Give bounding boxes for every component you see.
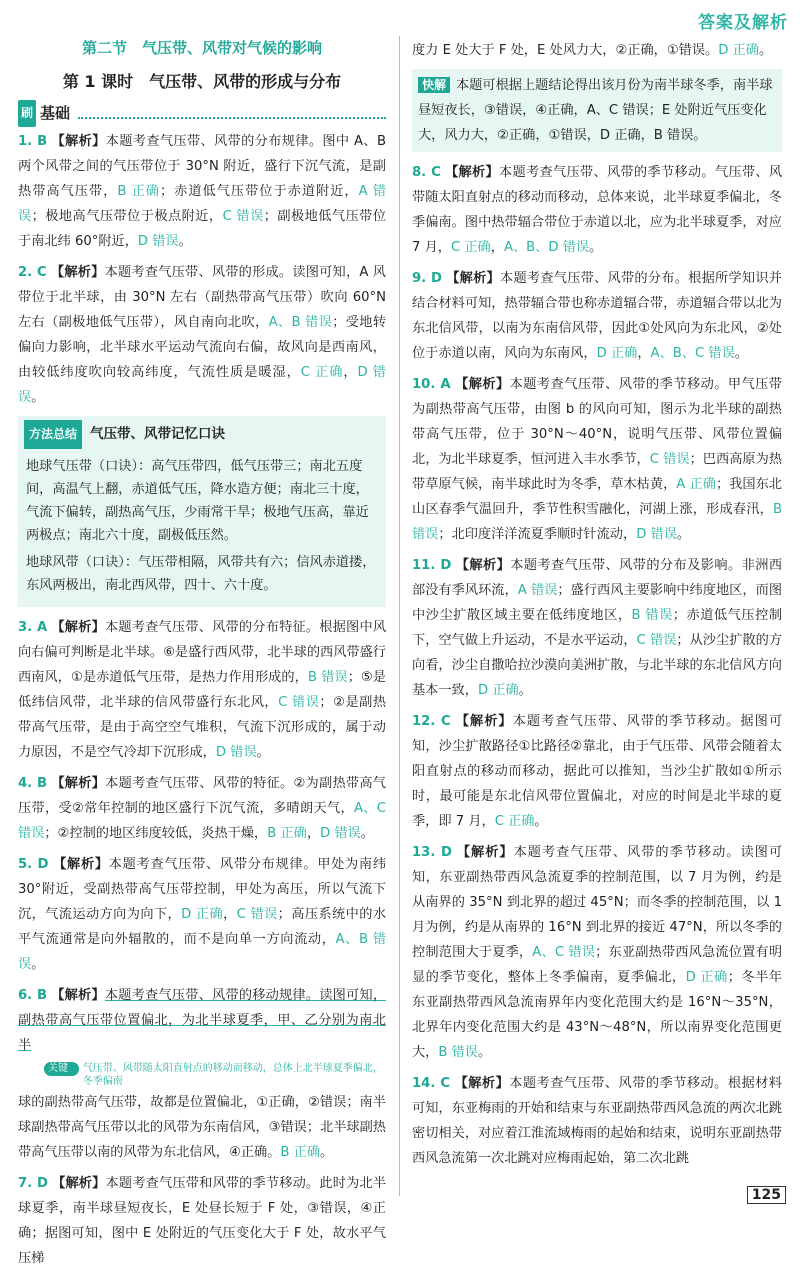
item-text: ；受地转偏向力影响，北半球水平运动气流向右偏，故风向是西南风，由较低纬度吹向较高纬度，气流性质是暖湿，: [18, 315, 387, 380]
item-text: 本题可根据上题结论得出该月份为南半球冬季，南半球昼短夜长，③错误，④正确，A、C 错误；E 处附近气压变化大，风力大，②正确，①错误，D 正确，B 错误。: [418, 78, 773, 143]
item-number: 12. C: [412, 714, 451, 729]
answer-item: [18, 771, 386, 846]
item-text: 本题考查气压带、风带的分布。根据所学知识并结合材料可知，热带辐合带也称赤道辐合带，赤道辐合带以北为东北信风带，以南为东南信风带，因此①处风向为东北风，②处位于赤道以南，风向为东南风，: [412, 271, 782, 361]
answer-judgement: D 错误: [636, 527, 677, 542]
answer-judgement: C 错误: [649, 452, 690, 467]
item-number: 2. C: [18, 265, 47, 280]
item-text: ，: [306, 826, 321, 841]
item-text: 。: [534, 814, 548, 829]
answer-judgement: B 错误: [412, 502, 782, 542]
item-text: ；高压系统中的水平气流通常是向外辐散的，而不是向单一方向流动，: [18, 907, 387, 947]
item-text: ，: [490, 240, 504, 255]
item-text: 本题考查气压带、风带的分布特征。根据图中风向右偏可判断是北半球。⑥是盛行西风带，北半球的西风带盛行西南风，①是赤道低气压带，是热力作用形成的，: [18, 620, 387, 685]
item-tag: 【解析】: [454, 1076, 510, 1091]
item-text: 本题考查气压带、风带的形成。读图可知，A 风带位于北半球，由 30°N 左右（副热带高气压带）吹向 60°N 左右（副极地低气压带），风自南向北吹，: [18, 265, 386, 330]
right-column: [412, 36, 782, 1177]
basics-label: 基础: [40, 104, 71, 122]
answer-judgement: D 正确: [685, 970, 728, 985]
item-text: ；②是副热带高气压带，是由于高空空气堆积，气流下沉形成的，属于动力原因，不是空气冷却下沉形成，: [18, 695, 387, 760]
answer-judgement: D 错误: [18, 365, 386, 405]
item-text: ，: [637, 346, 651, 361]
item-tag: 【解析】: [454, 377, 510, 392]
item-text: ，: [223, 907, 237, 922]
item-tag: 【解析】: [454, 714, 513, 729]
answer-judgement: C 正确: [300, 365, 344, 380]
answer-judgement: B 正确: [267, 826, 307, 841]
item-text: ，: [343, 365, 358, 380]
item-tag: 【解析】: [51, 1176, 106, 1191]
item-text: 本题考查气压带、风带的移动规律。读图可知，副热带高气压带位置偏北，为北半球夏季，甲、乙分别为南北半: [18, 988, 387, 1053]
item-text: 。: [734, 346, 748, 361]
answer-judgement: C 错误: [278, 695, 320, 710]
answer-judgement: B 正确: [280, 1145, 321, 1160]
item-text: 。: [478, 1045, 492, 1060]
item-text: 。: [589, 240, 603, 255]
item-text: 。: [178, 234, 192, 249]
quick-solution-label: 快解: [418, 77, 450, 93]
item-text: ；东亚副热带西风急流位置有明显的季节变化，整体上冬季偏南，夏季偏北，: [412, 945, 783, 985]
item-tag: 【解析】: [50, 265, 105, 280]
answer-item-7-cont: [412, 38, 782, 63]
keypoint-icon: 关键点: [44, 1062, 79, 1076]
wind-belt-mnemonic: 地球风带（口诀）：气压带相隔，风带共有六；信风赤道搂，东风两极出，南北西风带，四十、六十度。: [26, 555, 376, 593]
answer-judgement: B 错误: [631, 608, 673, 623]
item-text: 。: [676, 527, 691, 542]
item-text: 本题考查气压带、风带的分布规律。图中 A、B 两个风带之间的气压带位于 30°N 附近，盛行下沉气流，是副热带高气压带，: [18, 134, 386, 199]
item-text: 本题考查气压带和风带的季节移动。此时为北半球夏季，南半球昼短夜长，E 处昼长短于 F 处，③错误，④正确；据图可知，图中 E 处附近的气压变化大于 F 处，故水平气压梯: [18, 1176, 387, 1266]
answer-header: 答案及解析: [698, 13, 788, 33]
item-text: ；我国东北山区春季气温回升，季节性积雪融化，河湖上涨，形成春汛，: [412, 477, 782, 517]
method-summary-box: [18, 416, 386, 607]
answer-item-6: [18, 983, 386, 1058]
answer-judgement: D 错误: [137, 234, 179, 249]
answer-judgement: C 正确: [450, 240, 491, 255]
item-text: 。: [360, 826, 374, 841]
item-text: 本题考查气压带、风带的季节移动。读图可知，东亚副热带西风急流夏季的控制范围，以 7 月为例，约是从南界的 35°N 到北界的超过 45°N；而冬季的控制范围，以 1 月为例，约是从南界的 16°N 到北界的接近 47°N，所以冬季的控制范围大于夏季，: [412, 845, 783, 960]
keypoint-text: 气压带、风带随太阳直射点的移动而移动，总体上北半球夏季偏北，冬季偏南: [82, 1063, 383, 1087]
answer-item: [18, 852, 386, 977]
item-text: ；盛行西风主要影响中纬度地区，而图中沙尘扩散区域主要在低纬度地区，: [412, 583, 783, 623]
method-title: 气压带、风带记忆口诀: [90, 426, 226, 442]
item-text: 本题考查气压带、风带的特征。②为副热带高气压带，受②常年控制的地区盛行下沉气流，多晴朗天气，: [18, 776, 386, 816]
answer-judgement: B 错误: [307, 670, 348, 685]
pressure-belt-mnemonic: 地球气压带（口诀）：高气压带四，低气压带三；南北五度间，高温气上翻，赤道低气压，降水造方便；南北三十度，气流下偏转，副热高气压，少雨常干旱；极地气压高，靠近两极点；南北六十度，副极低压然。: [26, 459, 369, 543]
answer-judgement: A 错误: [517, 583, 558, 598]
answer-judgement: B 正确: [117, 184, 160, 199]
answer-judgement: D 正确: [596, 346, 638, 361]
basics-rule: [78, 109, 386, 119]
section-title: 第二节 气压带、风带对气候的影响: [81, 39, 322, 57]
answer-item: [412, 840, 782, 1065]
answer-item: [18, 615, 386, 765]
answer-judgement: C 错误: [236, 907, 278, 922]
quick-solution-box: [412, 69, 782, 152]
answer-item: [412, 266, 782, 366]
item-number: 11. D: [412, 558, 452, 573]
answer-judgement: A、B 错误: [18, 932, 387, 972]
answer-item: [412, 553, 782, 703]
item-text: 。: [758, 43, 773, 58]
column-divider: [399, 36, 400, 1196]
answer-judgement: D 正确: [477, 683, 519, 698]
answer-judgement: A 错误: [18, 184, 387, 224]
item-tag: 【解析】: [52, 857, 109, 872]
answer-judgement: A、B 错误: [268, 315, 333, 330]
item-number: 14. C: [412, 1076, 451, 1091]
answer-judgement: A、C 错误: [532, 945, 596, 960]
basics-badge: 刷: [18, 100, 36, 127]
item-text: 。: [518, 683, 532, 698]
answer-item: [18, 129, 386, 254]
item-number: 4. B: [18, 776, 48, 791]
method-label: 方法总结: [24, 420, 82, 449]
item-number: 3. A: [18, 620, 48, 635]
item-number: 8. C: [412, 165, 441, 180]
basics-heading: [18, 100, 386, 127]
item-text: ；北印度洋洋流夏季顺时针流动，: [438, 527, 637, 542]
item-text: ；赤道低气压带位于赤道附近，: [159, 184, 359, 199]
item-number: 7. D: [18, 1176, 48, 1191]
answer-item: [18, 1171, 386, 1271]
item-number: 6. B: [18, 988, 48, 1003]
item-tag: 【解析】: [455, 845, 514, 860]
item-text: 本题考查气压带、风带的季节移动。甲气压带为副热带高气压带，由图 b 的风向可知，图示为北半球的副热带高气压带，位于 30°N～40°N，说明气压带、风带位置偏北，为北半球夏季，恒河进入丰水季节，: [412, 377, 782, 467]
answer-judgement: D 错误: [215, 745, 257, 760]
item-text: 本题考查气压带、风带的分布及影响。非洲西部没有季风环流，: [412, 558, 783, 598]
answer-item: [412, 709, 782, 834]
answer-judgement: D 错误: [320, 826, 361, 841]
item-text: 本题考查气压带、风带分布规律。甲处为南纬 30°附近，受副热带高气压带控制，甲处为高压，所以气流下沉，气流运动方向为向下，: [18, 857, 387, 922]
item-text: 球的副热带高气压带，故都是位置偏北，①正确，②错误；南半球副热带高气压带以北的风带为东南信风，③错误；北半球副热带高气压带以南的风带为东北信风，④正确。: [18, 1095, 386, 1160]
answer-judgement: D 正确: [181, 907, 224, 922]
item-text: 度力 E 处大于 F 处，E 处风力大，②正确，①错误。: [412, 43, 719, 58]
answer-judgement: D 正确: [718, 43, 759, 58]
answer-item: [18, 260, 386, 410]
answer-judgement: C 错误: [222, 209, 264, 224]
left-column: [18, 36, 386, 1277]
item-text: 本题考查气压带、风带的季节移动。气压带、风带随太阳直射点的移动而移动，总体来说，北半球夏季偏北，冬季偏南。图中热带辐合带位于赤道以北，应为北半球夏季，对应 7 月，: [412, 165, 783, 255]
item-text: 。: [256, 745, 270, 760]
item-text: ；巴西高原为热带草原气候，南半球此时为冬季，草木枯黄，: [412, 452, 783, 492]
item-number: 5. D: [18, 857, 49, 872]
item-text: ；冬半年东亚副热带西风急流南界年内变化范围大约是 16°N～35°N，北界年内变化范围大约是 43°N～48°N，所以南界变化范围更大，: [412, 970, 783, 1060]
answer-item: [412, 160, 782, 260]
item-tag: 【解析】: [51, 134, 106, 149]
item-text: 。: [31, 957, 45, 972]
answer-judgement: C 错误: [636, 633, 677, 648]
answer-judgement: A、B、C 错误: [650, 346, 735, 361]
item-tag: 【解析】: [455, 558, 511, 573]
item-text: ；极地高气压带位于极点附近，: [31, 209, 223, 224]
item-text: ；赤道低气压控制下，空气做上升运动，不是水平运动，: [412, 608, 783, 648]
answer-item-6-cont: [18, 1090, 386, 1165]
item-number: 13. D: [412, 845, 452, 860]
item-text: 本题考查气压带、风带的季节移动。据图可知，沙尘扩散路径①比路径②靠北，由于气压带、风带会随着太阳直射点的移动而移动，据此可以推知，当沙尘扩散如①所示时，最可能是东北信风带位置偏北，对应的时间是北半球的夏季，即 7 月，: [412, 714, 783, 829]
item-text: ；从沙尘扩散的方向看，沙尘自撒哈拉沙漠向美洲扩散，与北半球的东北信风方向基本一致，: [412, 633, 783, 698]
item-text: ；②控制的地区纬度较低，炎热干燥，: [44, 826, 268, 841]
item-tag: 【解析】: [51, 620, 105, 635]
item-text: ；副极地低气压带位于南北纬 60°附近，: [18, 209, 387, 249]
item-tag: 【解析】: [51, 988, 105, 1003]
item-number: 9. D: [412, 271, 442, 286]
answer-judgement: B 错误: [438, 1045, 478, 1060]
item-number: 1. B: [18, 134, 48, 149]
item-text: ；⑤是低纬信风带，北半球的信风带盛行东北风，: [18, 670, 386, 710]
answer-judgement: A、B、D 错误: [503, 240, 590, 255]
item-text: 。: [31, 390, 45, 405]
answer-item: [412, 1071, 782, 1171]
item-tag: 【解析】: [445, 271, 500, 286]
page-number: 125: [747, 1186, 786, 1204]
lesson-title: 第 1 课时 气压带、风带的形成与分布: [62, 72, 342, 91]
answer-judgement: A、C 错误: [18, 801, 386, 841]
answer-judgement: A 正确: [676, 477, 716, 492]
item-tag: 【解析】: [444, 165, 500, 180]
item-text: 本题考查气压带、风带的季节移动。根据材料可知，东亚梅雨的开始和结束与东亚副热带西风急流的两次北跳密切相关，对应着江淮流域梅雨的起始和结束，说明东亚副热带西风急流第一次北跳对应梅雨起始，第二次北跳: [412, 1076, 782, 1166]
item-number: 10. A: [412, 377, 451, 392]
answer-judgement: C 正确: [494, 814, 535, 829]
keypoint-note: [44, 1062, 386, 1088]
answer-item: [412, 372, 782, 547]
item-tag: 【解析】: [51, 776, 106, 791]
item-text: 。: [320, 1145, 334, 1160]
